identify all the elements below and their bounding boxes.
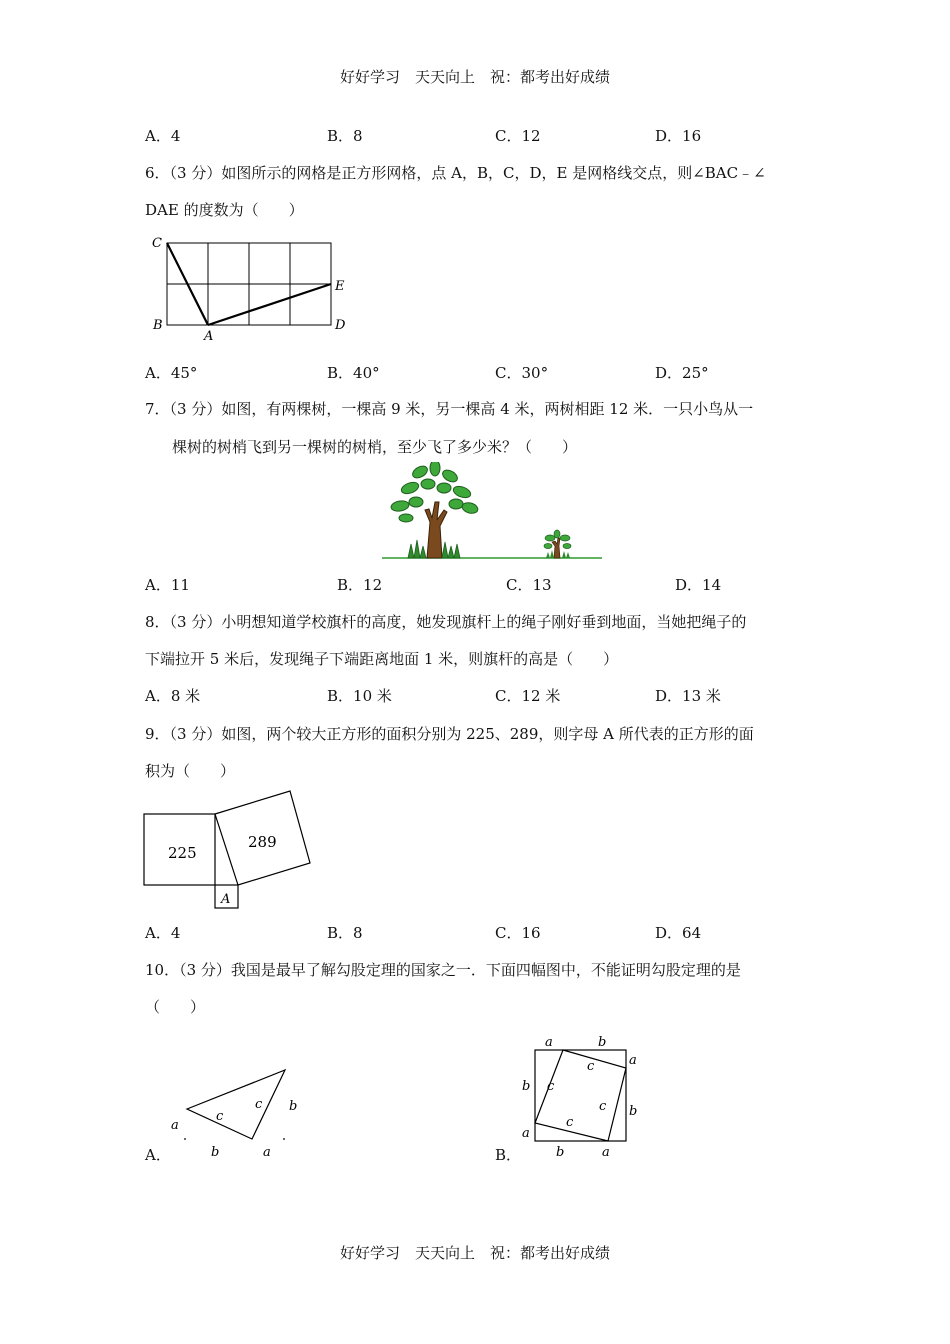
q10-figb-label-bottom-a: a [602,1145,610,1160]
q10-figa-label-b2: b [289,1099,298,1114]
q10-figure-b [510,1030,650,1160]
q6-label-d: D [335,318,346,333]
q10-figb-label-bottom-b: b [556,1145,565,1160]
q6-option-b[interactable]: B．40° [327,364,380,382]
q9-text-line1: 9．（3 分）如图，两个较大正方形的面积分别为 225、289，则字母 A 所代表的正方形的面 [145,725,754,743]
q10-figb-label-top-b: b [598,1035,607,1050]
q10-figure-a [165,1060,315,1160]
q10-figb-label-c2: c [587,1059,595,1074]
q9-squares-figure [140,786,320,914]
q8-option-b[interactable]: B．10 米 [327,687,392,705]
q10-figb-label-c3: c [599,1099,607,1114]
q6-label-e: E [335,279,345,294]
q6-label-b: B [153,318,163,333]
q8-option-a[interactable]: A．8 米 [145,687,201,705]
q6-option-c[interactable]: C．30° [495,364,549,382]
q9-option-d[interactable]: D．64 [655,924,702,942]
q6-option-d[interactable]: D．25° [655,364,709,382]
q10-figa-label-a2: a [263,1145,271,1160]
q5-option-d[interactable]: D．16 [655,127,702,145]
big-tree-icon [390,462,479,558]
page-header: 好好学习 天天向上 祝：都考出好成绩 [339,68,610,86]
q10-figb-label-left-b: b [522,1079,531,1094]
q8-option-c[interactable]: C．12 米 [495,687,561,705]
q7-trees-figure [380,462,605,564]
q9-option-a[interactable]: A．4 [145,924,181,942]
q10-figb-label-c4: c [566,1115,574,1130]
q10-text-line1: 10．（3 分）我国是最早了解勾股定理的国家之一．下面四幅图中，不能证明勾股定理的是 [145,961,741,979]
page-footer: 好好学习 天天向上 祝：都考出好成绩 [339,1244,610,1262]
q10-option-a[interactable]: A． [145,1146,171,1164]
q7-option-c[interactable]: C．13 [506,576,552,594]
q10-figa-label-c2: c [255,1097,263,1112]
q9-text-line2: 积为（ ） [145,762,236,780]
q7-text-line2: 棵树的树梢飞到另一棵树的树梢，至少飞了多少米？（ ） [172,438,578,456]
q10-text-line2: （ ） [145,998,206,1016]
q6-option-a[interactable]: A．45° [145,364,198,382]
q10-figa-label-a1: a [171,1118,179,1133]
q6-label-c: C [152,236,162,251]
q6-text-line2: DAE 的度数为（ ） [145,201,304,219]
q10-option-b[interactable]: B． [495,1146,522,1164]
q8-text-line1: 8．（3 分）小明想知道学校旗杆的高度，她发现旗杆上的绳子刚好垂到地面，当她把绳子的 [145,613,747,631]
q9-label-a: A [221,892,231,907]
q8-text-line2: 下端拉开 5 米后，发现绳子下端距离地面 1 米，则旗杆的高是（ ） [145,650,619,668]
q10-figb-label-c1: c [547,1079,555,1094]
q6-label-a: A [204,329,214,344]
q10-figb-label-top-a: a [545,1035,553,1050]
q7-option-a[interactable]: A．11 [145,576,190,594]
q6-text-line1: 6．（3 分）如图所示的网格是正方形网格，点 A，B，C，D，E 是网格线交点，则∠BAC﹣∠ [145,164,766,182]
q5-option-b[interactable]: B．8 [327,127,363,145]
q7-text-line1: 7．（3 分）如图，有两棵树，一棵高 9 米，另一棵高 4 米，两树相距 12 米．一只小鸟从一 [145,400,754,418]
q6-grid-figure [145,230,355,345]
q10-figb-label-right-a: a [629,1053,637,1068]
q9-option-c[interactable]: C．16 [495,924,541,942]
q10-figb-label-right-b: b [629,1104,638,1119]
q9-label-289: 289 [248,833,277,851]
q10-figa-label-b1: b [211,1145,220,1160]
q5-option-a[interactable]: A．4 [145,127,181,145]
q9-option-b[interactable]: B．8 [327,924,363,942]
q7-option-b[interactable]: B．12 [337,576,383,594]
q8-option-d[interactable]: D．13 米 [655,687,721,705]
q9-label-225: 225 [168,844,197,862]
small-tree-icon [544,530,571,558]
q10-figb-label-left-a: a [522,1126,530,1141]
q7-option-d[interactable]: D．14 [675,576,722,594]
q10-figa-label-c1: c [216,1109,224,1124]
q5-option-c[interactable]: C．12 [495,127,541,145]
